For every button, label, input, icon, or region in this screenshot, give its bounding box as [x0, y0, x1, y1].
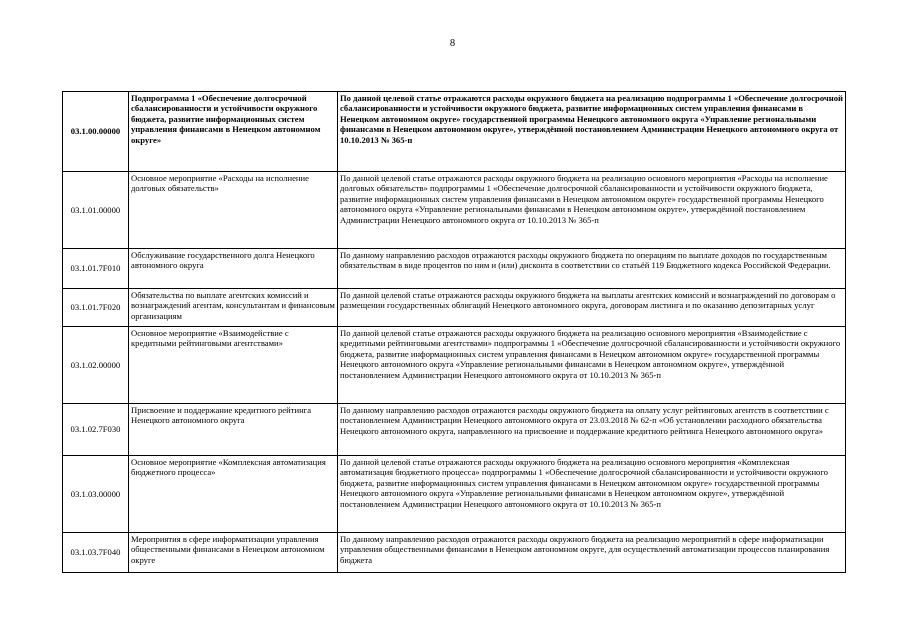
target-article-code: 03.1.01.7F020 [63, 289, 129, 327]
target-article-code: 03.1.02.00000 [63, 327, 129, 404]
table-row [63, 249, 846, 289]
target-article-name: Основное мероприятие «Взаимодействие с кредитными рейтинговыми агентствами» [129, 327, 338, 404]
table-row [63, 533, 846, 573]
target-article-name: Обслуживание государственного долга Ненецкого автономного округа [129, 249, 338, 289]
table-row [63, 404, 846, 456]
target-article-name: Подпрограмма 1 «Обеспечение долгосрочной сбалансированности и устойчивости окружного бюджета, развитие информационных систем управления финансами в Ненецком автономном округе» [129, 92, 338, 172]
table-row [63, 289, 846, 327]
target-article-description: По данной целевой статье отражаются расходы окружного бюджета на выплаты агентских комиссий и вознаграждений по договорам о размещении государственных облигаций Ненецкого автономного округа, договорам листинга и по оказанию депозитарных услуг [338, 289, 846, 327]
target-article-code: 03.1.03.7F040 [63, 533, 129, 573]
target-article-description: По данной целевой статье отражаются расходы окружного бюджета на реализацию подпрограммы 1 «Обеспечение долгосрочной сбалансированности и устойчивости окружного бюджета, развитие информационных систем управления финансами в Ненецком автономном округе» государственной программы Ненецкого автономного округа «Управление региональными финансами в Ненецком автономном округе», утверждённой постановлением Администрации Ненецкого автономного округа от 10.10.2013 № 365-п [338, 92, 846, 172]
target-article-description: По данной целевой статье отражаются расходы окружного бюджета на реализацию основного мероприятия «Комплексная автоматизация бюджетного процесса» подпрограммы 1 «Обеспечение долгосрочной сбалансированности и устойчивости окружного бюджета, развитие информационных систем управления финансами в Ненецком автономном округе» государственной программы Ненецкого автономного округа «Управление региональными финансами в Ненецком автономном округе», утверждённой постановлением Администрации Ненецкого автономного округа от 10.10.2013 № 365-п [338, 456, 846, 533]
target-article-name: Обязательства по выплате агентских комиссий и вознаграждений агентам, консультантам и финансовым организациям [129, 289, 338, 327]
target-article-description: По данному направлению расходов отражаются расходы окружного бюджета по операциям по выплате доходов по государственным обязательствам в виде процентов по ним и (или) дисконта в соответствии со статьёй 119 Бюджетного кодекса Российской Федерации. [338, 249, 846, 289]
target-article-description: По данной целевой статье отражаются расходы окружного бюджета на реализацию основного мероприятия «Взаимодействие с кредитными рейтинговыми агентствами» подпрограммы 1 «Обеспечение долгосрочной сбалансированности и устойчивости окружного бюджета, развитие информационных систем управления финансами в Ненецком автономном округе» государственной программы Ненецкого автономного округа «Управление региональными финансами в Ненецком автономном округе», утверждённой постановлением Администрации Ненецкого автономного округа от 10.10.2013 № 365-п [338, 327, 846, 404]
target-article-code: 03.1.01.00000 [63, 172, 129, 249]
target-article-code: 03.1.03.00000 [63, 456, 129, 533]
table-row [63, 456, 846, 533]
target-article-name: Мероприятия в сфере информатизации управления общественными финансами в Ненецком автономном округе [129, 533, 338, 573]
target-article-name: Основное мероприятие «Комплексная автоматизация бюджетного процесса» [129, 456, 338, 533]
page-number: 8 [449, 38, 456, 49]
target-article-code: 03.1.02.7F030 [63, 404, 129, 456]
target-article-description: По данному направлению расходов отражаются расходы окружного бюджета на реализацию мероприятий в сфере информатизации управления общественными финансами в Ненецком автономном округе, для осуществлений автоматизации процессов планирования бюджета [338, 533, 846, 573]
table-row [63, 172, 846, 249]
table-row [63, 327, 846, 404]
target-article-code: 03.1.00.00000 [63, 92, 129, 172]
target-article-description: По данному направлению расходов отражаются расходы окружного бюджета на оплату услуг рейтинговых агентств в соответствии с постановлением Администрации Ненецкого автономного округа от 23.03.2018 № 62-п «Об установлении расходного обязательства Ненецкого автономного округа, направленного на присвоение и поддержание кредитного рейтинга Ненецкого автономного округа» [338, 404, 846, 456]
target-article-name: Присвоение и поддержание кредитного рейтинга Ненецкого автономного округа [129, 404, 338, 456]
table-row [63, 92, 846, 172]
target-article-description: По данной целевой статье отражаются расходы окружного бюджета на реализацию основного мероприятия «Расходы на исполнение долговых обязательств» подпрограммы 1 «Обеспечение долгосрочной сбалансированности и устойчивости окружного бюджета, развитие информационных систем управления финансами в Ненецком автономном округе» государственной программы Ненецкого автономного округа «Управление региональными финансами в Ненецком автономном округе», утверждённой постановлением Администрации Ненецкого автономного округа от 10.10.2013 № 365-п [338, 172, 846, 249]
budget-classification-table [62, 91, 846, 573]
target-article-name: Основное мероприятие «Расходы на исполнение долговых обязательств» [129, 172, 338, 249]
target-article-code: 03.1.01.7F010 [63, 249, 129, 289]
